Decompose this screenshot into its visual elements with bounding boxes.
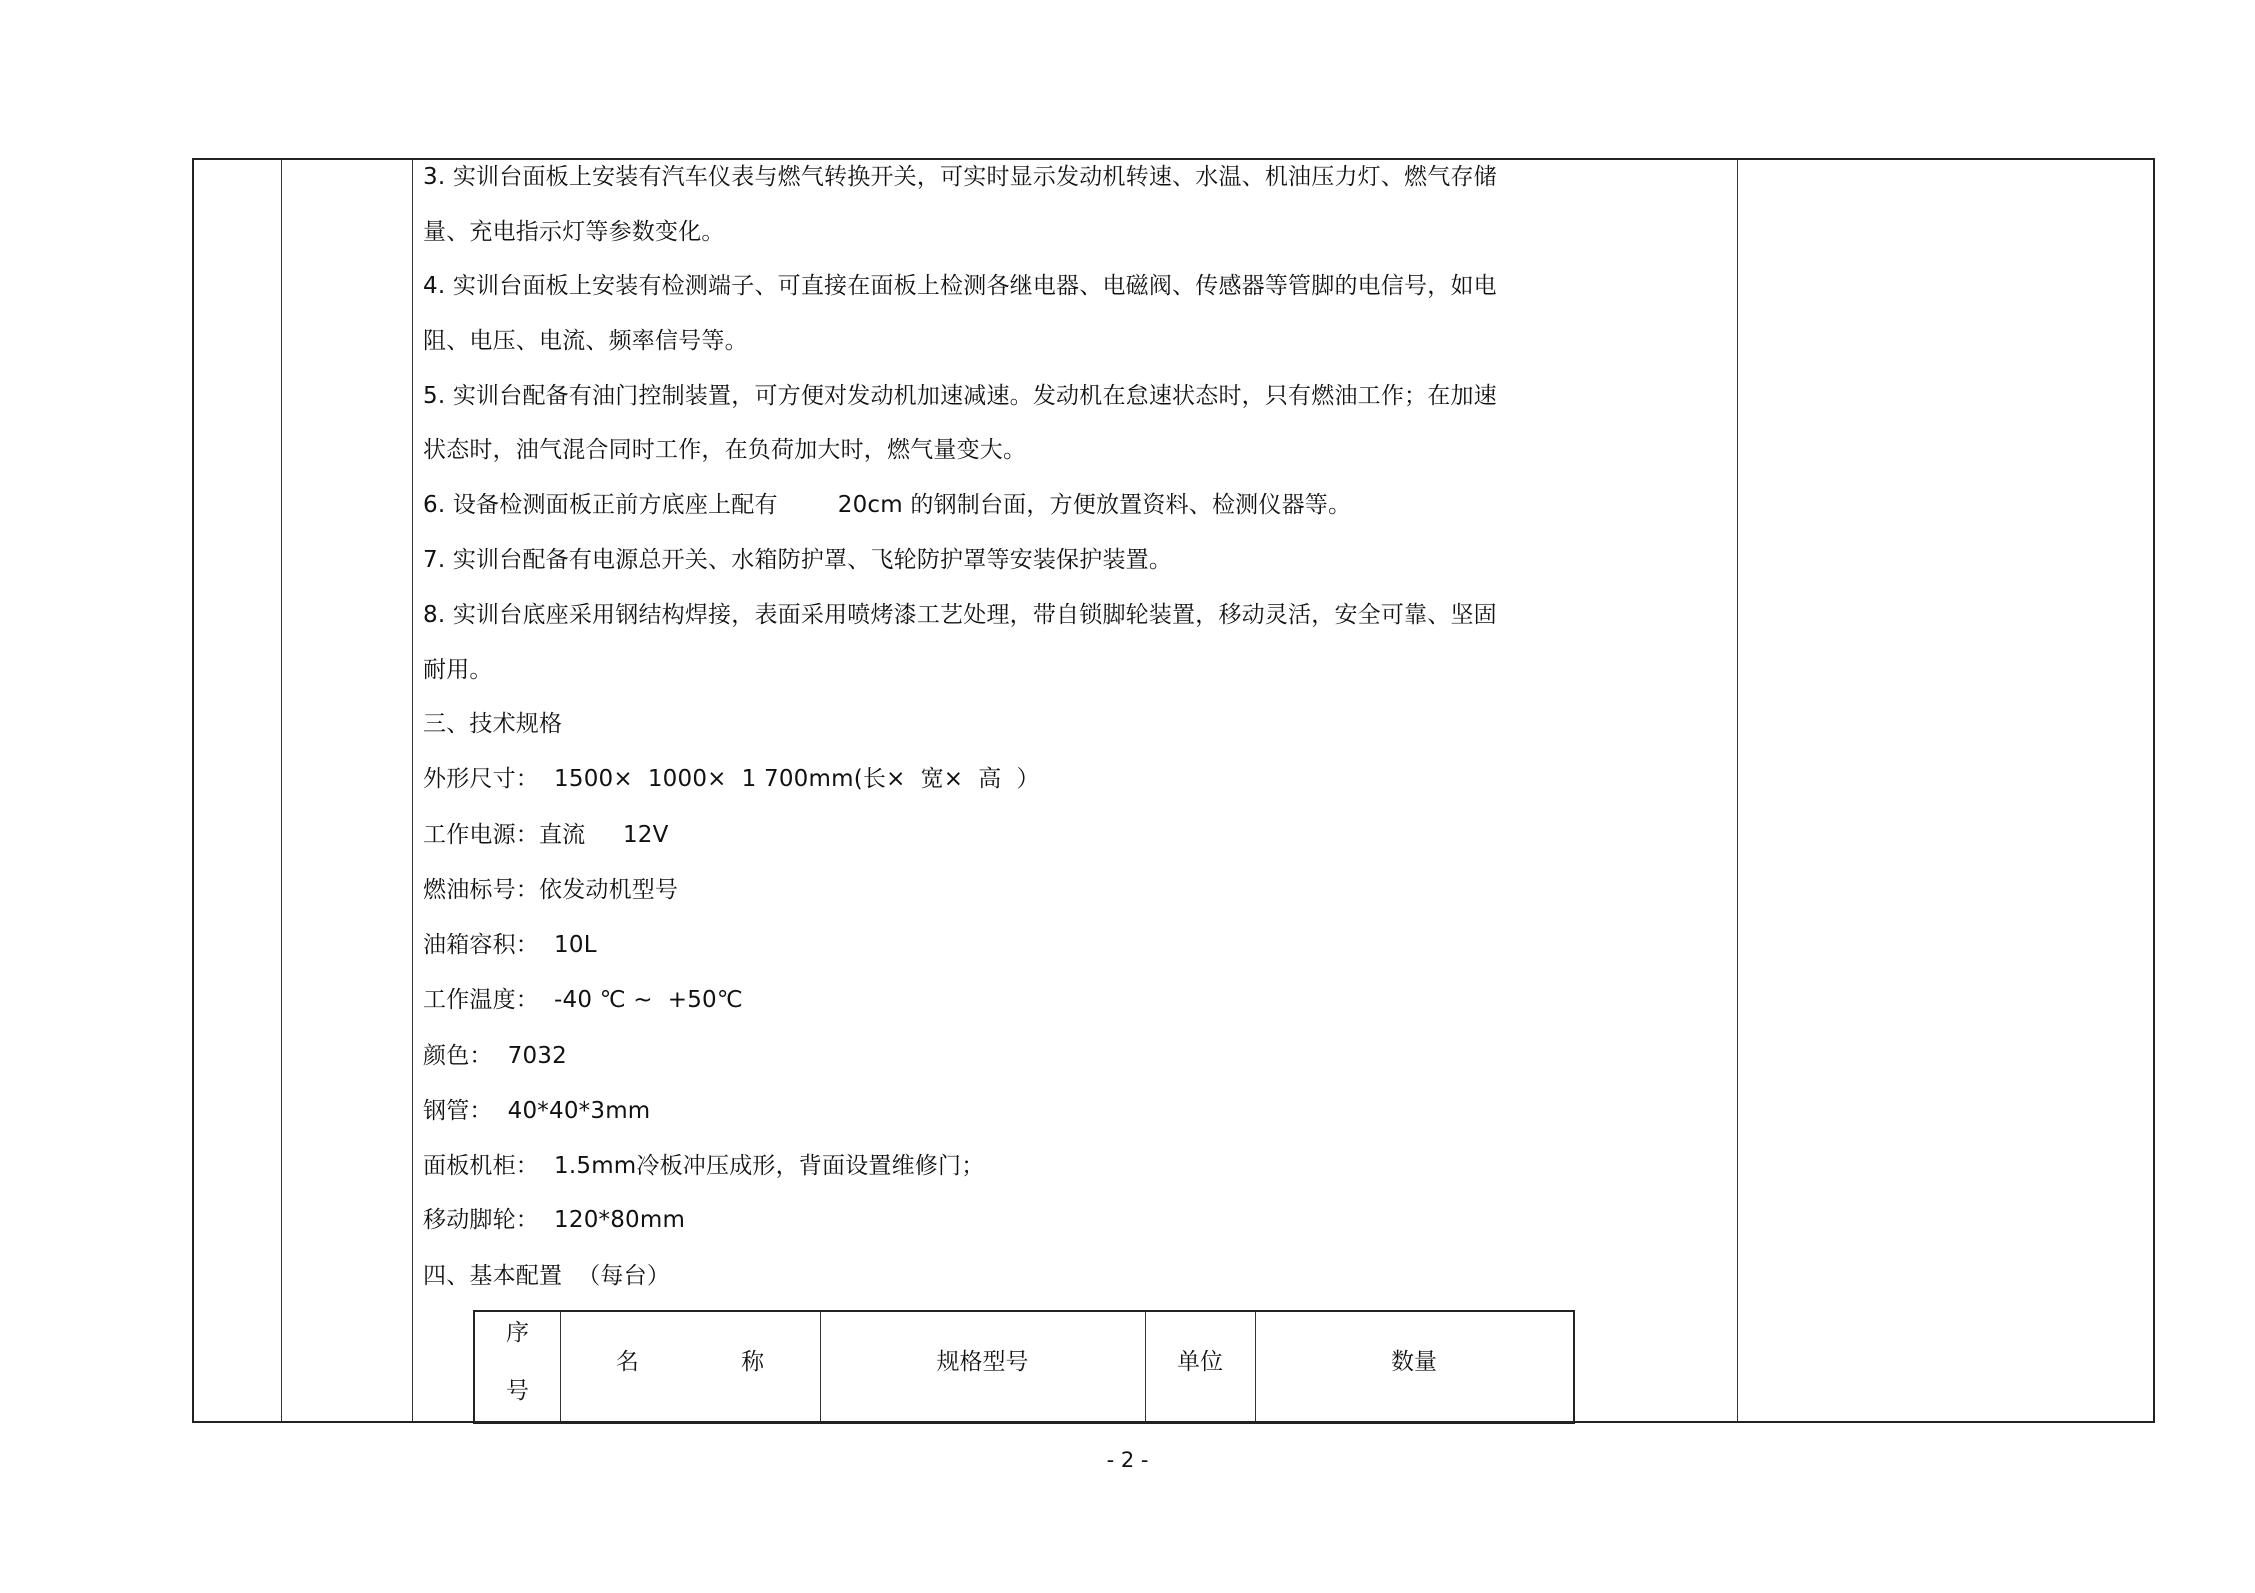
spec-power: 工作电源：直流 12V	[423, 822, 669, 848]
config-header-qty: 数量	[1391, 1349, 1437, 1375]
text-line: 7. 实训台配备有电源总开关、水箱防护罩、飞轮防护罩等安装保护装置。	[423, 547, 1173, 573]
config-header-spec: 规格型号	[936, 1349, 1029, 1375]
text-line: 阻、电压、电流、频率信号等。	[423, 328, 748, 354]
spec-steel-pipe: 钢管： 40*40*3mm	[423, 1098, 651, 1124]
spec-cabinet: 面板机柜： 1.5mm冷板冲压成形，背面设置维修门；	[423, 1153, 985, 1179]
spec-color: 颜色： 7032	[423, 1043, 567, 1069]
text-line: 量、充电指示灯等参数变化。	[423, 219, 725, 245]
column-divider-1	[281, 160, 282, 1421]
spec-fuel: 燃油标号：依发动机型号	[423, 877, 679, 903]
config-header-index-top: 序	[506, 1320, 529, 1346]
text-line: 5. 实训台配备有油门控制装置，可方便对发动机加速减速。发动机在怠速状态时，只有燃油工作；在加速	[423, 383, 1497, 409]
page-number: - 2 -	[1106, 1448, 1149, 1472]
spec-tank: 油箱容积： 10L	[423, 932, 597, 958]
text-line: 4. 实训台面板上安装有检测端子、可直接在面板上检测各继电器、电磁阀、传感器等管脚的电信号，如电	[423, 273, 1497, 299]
config-header-name: 名 称	[615, 1349, 765, 1375]
text-line: 耐用。	[423, 657, 493, 683]
text-line: 状态时，油气混合同时工作，在负荷加大时，燃气量变大。	[423, 437, 1027, 463]
config-header-unit: 单位	[1177, 1349, 1223, 1375]
config-table	[473, 1310, 1575, 1424]
config-header-index-bottom: 号	[506, 1378, 529, 1404]
spec-dimensions: 外形尺寸： 1500× 1000× 1 700mm(长× 宽× 高 ）	[423, 766, 1040, 792]
text-line: 8. 实训台底座采用钢结构焊接，表面采用喷烤漆工艺处理，带自锁脚轮装置，移动灵活，安全可靠、坚固	[423, 602, 1497, 628]
section-heading: 三、技术规格	[423, 711, 563, 737]
column-divider-2	[412, 160, 413, 1421]
section-heading: 四、基本配置 （每台）	[423, 1263, 671, 1289]
spec-temperature: 工作温度： -40 ℃ ~ +50℃	[423, 987, 743, 1013]
text-line: 3. 实训台面板上安装有汽车仪表与燃气转换开关，可实时显示发动机转速、水温、机油压力灯、燃气存储	[423, 164, 1497, 190]
text-line: 6. 设备检测面板正前方底座上配有 20cm 的钢制台面，方便放置资料、检测仪器等。	[423, 492, 1352, 518]
spec-casters: 移动脚轮： 120*80mm	[423, 1207, 686, 1233]
column-divider-3	[1737, 160, 1738, 1421]
